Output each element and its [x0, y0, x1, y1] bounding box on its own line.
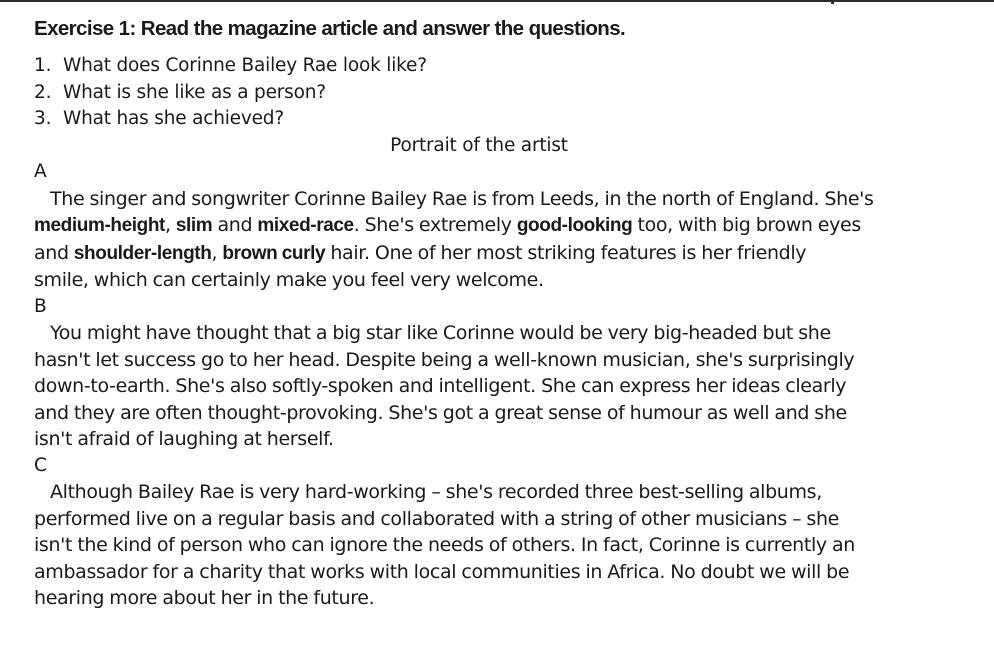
paragraph-line: isn't the kind of person who can ignore the needs of others. In fact, Corinne is currently an	[34, 534, 855, 556]
question-item	[34, 106, 974, 133]
question-item	[34, 80, 974, 107]
paragraph-line: You might have thought that a big star like Corinne would be very big-headed but she	[50, 322, 831, 344]
paragraph-a	[34, 186, 974, 294]
question-text: What is she like as a person?	[63, 81, 326, 103]
paragraph-line: down-to-earth. She's also softly-spoken and intelligent. She can express her ideas clearly	[34, 375, 847, 397]
question-text: What does Corinne Bailey Rae look like?	[63, 55, 427, 76]
section-letter-b: B	[34, 295, 47, 317]
paragraph-line: isn't afraid of laughing at herself.	[34, 428, 334, 450]
bold-vocabulary: shoulder-length	[73, 242, 212, 264]
bold-vocabulary: brown curly	[222, 242, 326, 264]
paragraph-line: Although Bailey Rae is very hard-working – she's recorded three best-selling albums,	[50, 481, 822, 503]
bold-vocabulary: good-looking	[516, 215, 633, 236]
paragraph-line: smile, which can certainly make you feel very welcome.	[34, 269, 544, 291]
paragraph-line: The singer and songwriter Corinne Bailey Rae is from Leeds, in the north of England. She's	[50, 187, 874, 210]
question-item	[34, 53, 974, 80]
paragraph-line: ambassador for a charity that works with local communities in Africa. No doubt we will be	[34, 560, 850, 583]
bold-vocabulary: slim	[175, 215, 213, 236]
exercise-heading: Exercise 1: Read the magazine article and answer the questions.	[34, 17, 626, 40]
paragraph-line: and shoulder-length, brown curly hair. One of her most striking features is her friendly	[34, 241, 807, 264]
question-text: What has she achieved?	[63, 108, 284, 129]
paragraph-c	[34, 479, 974, 612]
bold-vocabulary: medium-height	[34, 215, 165, 236]
paragraph-line: hasn't let success go to her head. Despite being a well-known musician, she's surprisingly	[34, 348, 855, 371]
article-title: Portrait of the artist	[390, 134, 568, 156]
paragraph-line: medium-height, slim and mixed-race. She's extremely good-looking too, with big brown eyes	[34, 214, 861, 236]
top-border-line	[0, 0, 994, 2]
paragraph-line: and they are often thought-provoking. She's got a great sense of humour as well and she	[34, 401, 847, 424]
top-edge-mark	[831, 0, 834, 4]
section-letter-c: C	[34, 454, 47, 476]
paragraph-b	[34, 320, 974, 453]
question-number: 1.	[34, 55, 52, 76]
paragraph-line: hearing more about her in the future.	[34, 587, 375, 609]
question-number: 2.	[34, 81, 52, 103]
paragraph-line: performed live on a regular basis and collaborated with a string of other musicians – she	[34, 507, 840, 530]
bold-vocabulary: mixed-race	[257, 215, 354, 236]
worksheet-page	[34, 14, 974, 612]
question-number: 3.	[34, 108, 52, 129]
question-list	[34, 53, 974, 133]
section-letter-a: A	[34, 161, 47, 182]
